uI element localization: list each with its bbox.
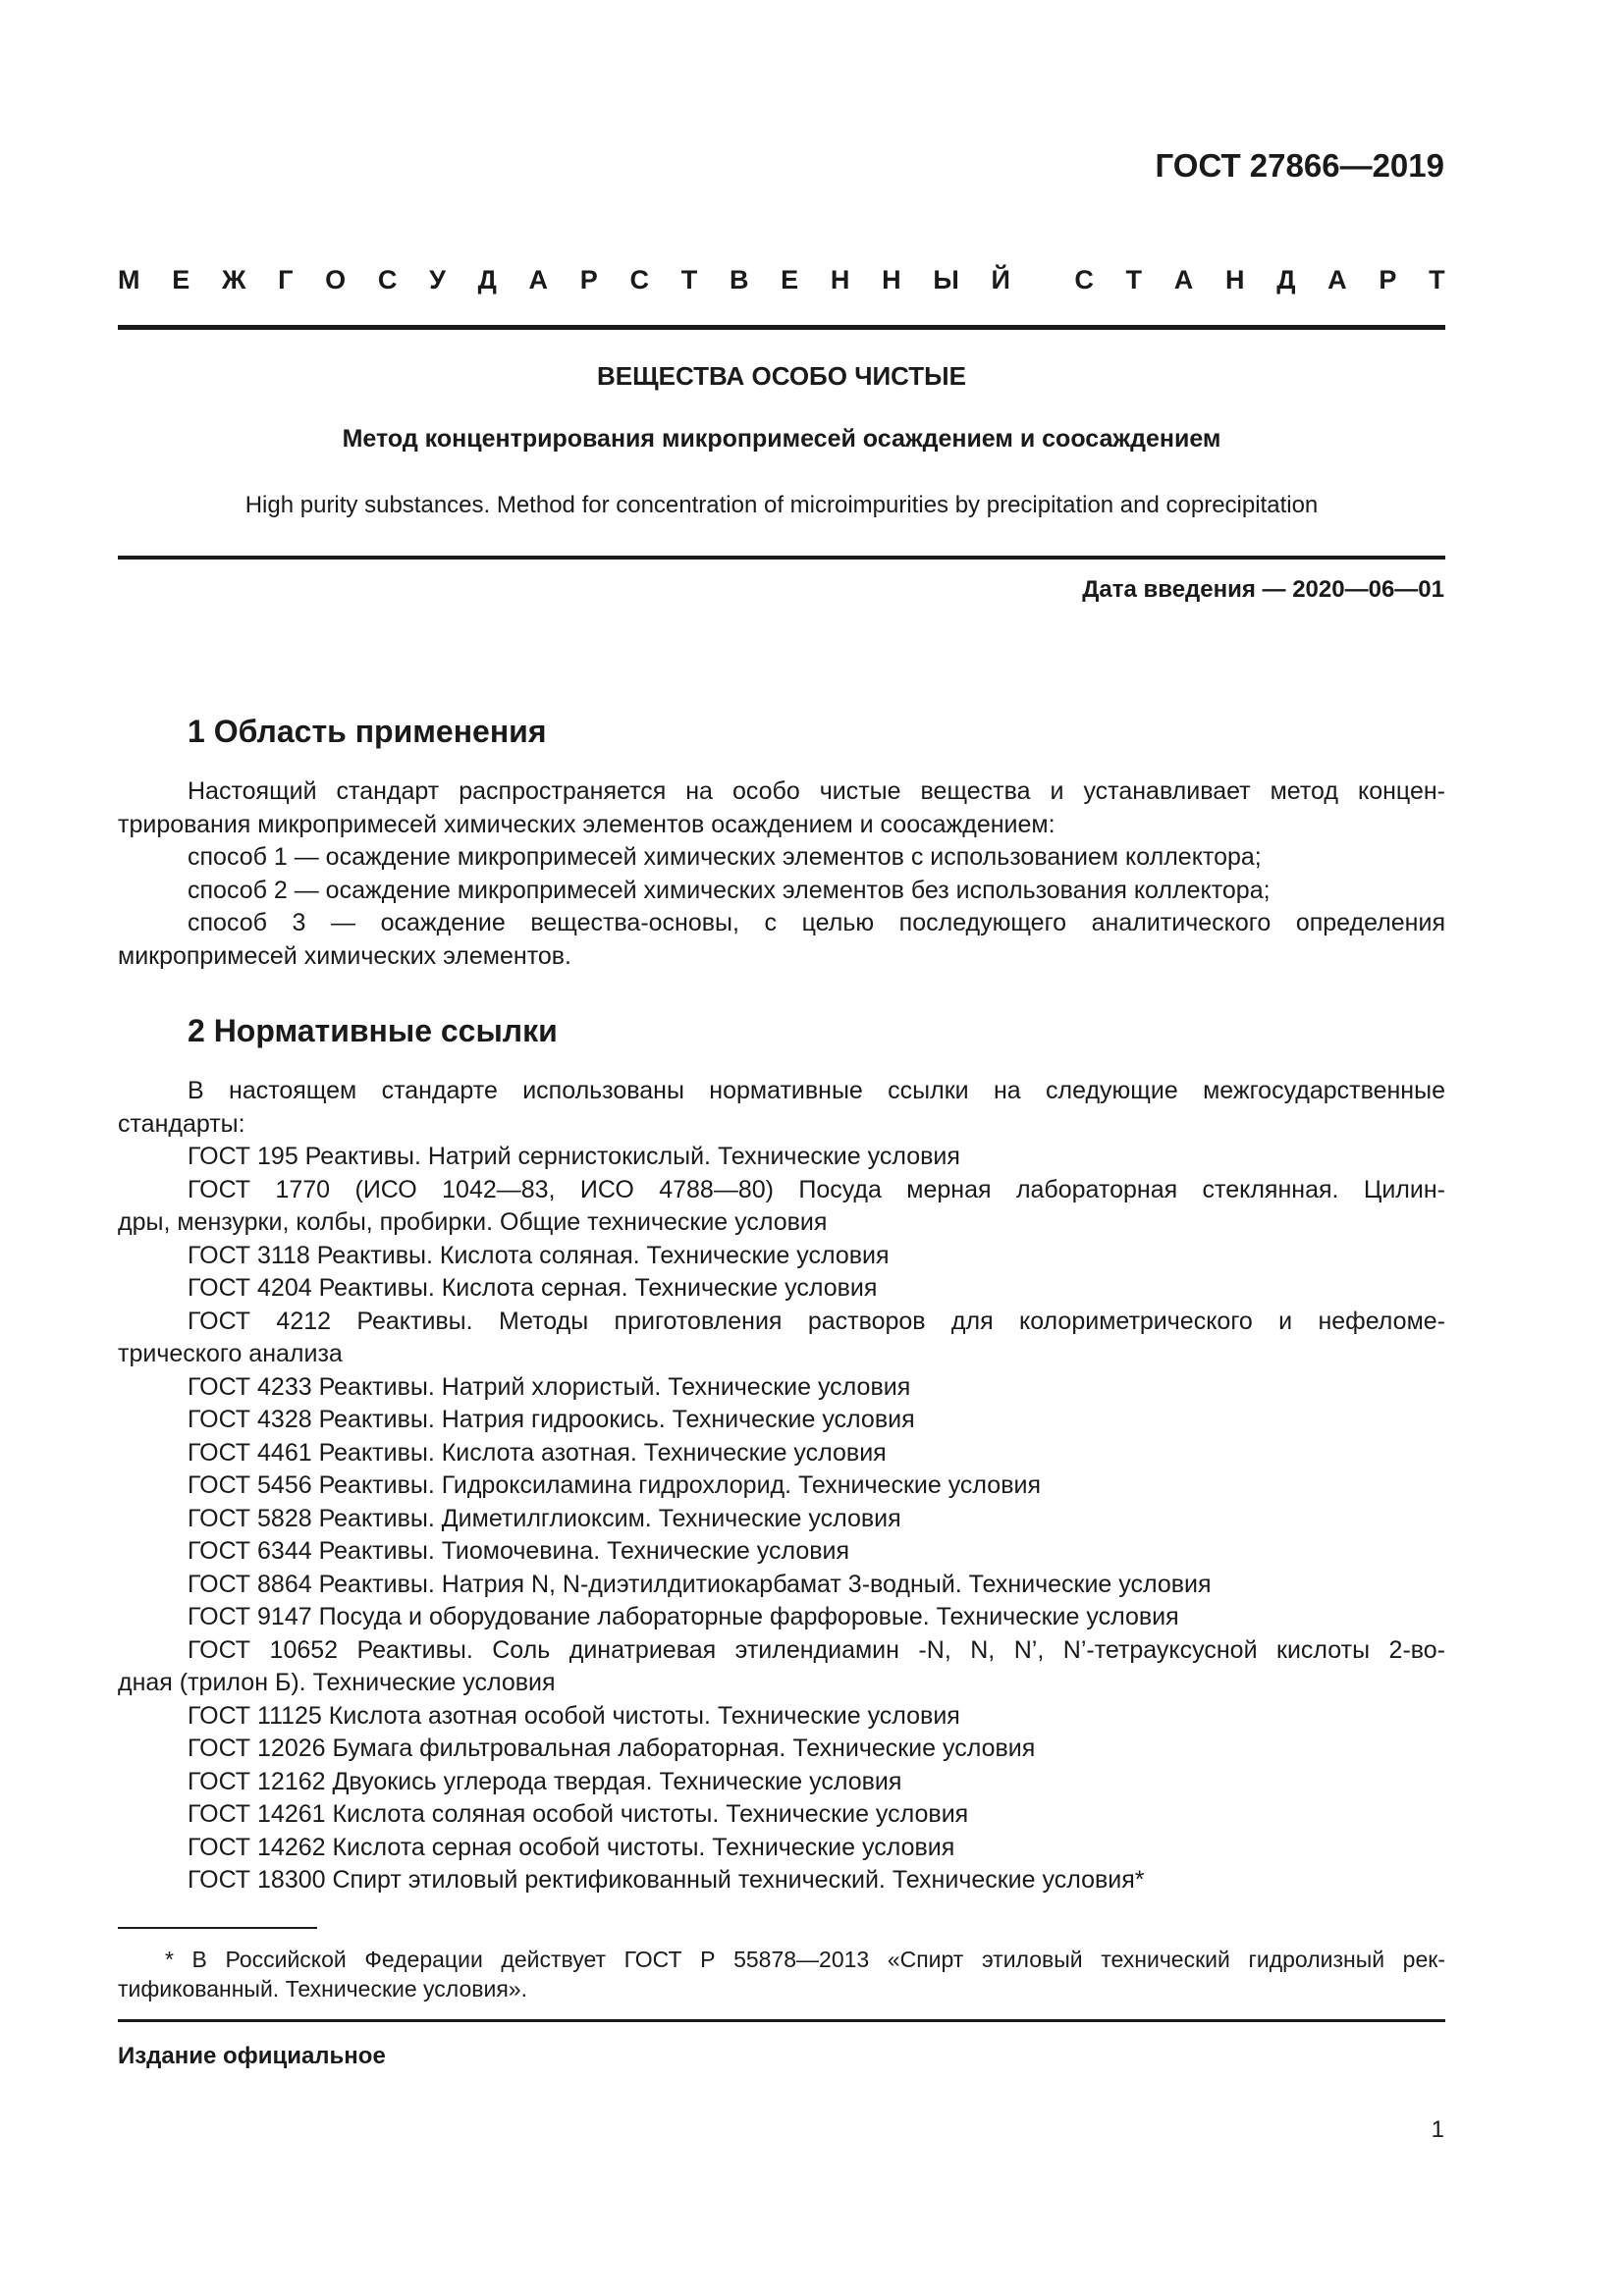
reference-line: ГОСТ 12026 Бумага фильтровальная лабораторная. Технические условия: [188, 1735, 1036, 1762]
reference-line: ГОСТ 14262 Кислота серная особой чистоты. Технические условия: [188, 1833, 955, 1861]
paragraph-line: способ 1 — осаждение микропримесей химических элементов с использованием коллектора;: [188, 843, 1262, 871]
banner-letter: Д: [1276, 265, 1296, 294]
header-divider: [118, 325, 1445, 330]
banner-letter: С: [629, 265, 649, 294]
paragraph-line: способ 2 — осаждение микропримесей химических элементов без использования коллектора;: [188, 876, 1271, 904]
banner-letter: С: [377, 265, 398, 294]
banner-letter: Н: [882, 265, 901, 294]
reference-line: ГОСТ 4204 Реактивы. Кислота серная. Технические условия: [188, 1274, 878, 1302]
reference-line: ГОСТ 5456 Реактивы. Гидроксиламина гидрохлорид. Технические условия: [188, 1471, 1041, 1499]
footer-divider: [118, 2019, 1445, 2022]
reference-line: ГОСТ 3118 Реактивы. Кислота соляная. Технические условия: [188, 1241, 890, 1269]
paragraph-line: стандарты:: [118, 1109, 245, 1138]
english-title: High purity substances. Method for concentration of microimpurities by precipitation and coprecipitation: [244, 492, 1319, 518]
banner-letter: А: [1173, 265, 1194, 294]
banner-letter: С: [1074, 265, 1094, 294]
reference-line: трического анализа: [118, 1340, 343, 1367]
reference-line: ГОСТ 4212 Реактивы. Методы приготовления растворов для колориметрического и нефеломе-: [188, 1307, 1445, 1335]
banner-letter: Е: [172, 265, 190, 294]
banner-letter: А: [528, 265, 549, 294]
page-number: 1: [1431, 2116, 1444, 2143]
banner-letter: Е: [781, 265, 799, 294]
banner-letter: О: [325, 265, 347, 294]
reference-line: дры, мензурки, колбы, пробирки. Общие технические условия: [118, 1208, 828, 1236]
reference-line: ГОСТ 1770 (ИСО 1042—83, ИСО 4788—80) Посуда мерная лабораторная стеклянная. Цилин-: [188, 1175, 1445, 1203]
reference-line: ГОСТ 18300 Спирт этиловый ректификованный технический. Технические условия*: [188, 1866, 1145, 1894]
banner-letter: Р: [579, 265, 598, 294]
interstate-standard-banner: [118, 265, 1445, 304]
paragraph-line: Настоящий стандарт распространяется на особо чистые вещества и устанавливает метод концен-: [188, 777, 1445, 805]
reference-line: ГОСТ 14261 Кислота соляная особой чистоты. Технические условия: [188, 1800, 969, 1828]
reference-line: ГОСТ 4233 Реактивы. Натрий хлористый. Технические условия: [188, 1372, 911, 1401]
banner-letter: М: [118, 265, 140, 294]
banner-letter: У: [429, 265, 446, 294]
reference-line: ГОСТ 4461 Реактивы. Кислота азотная. Технические условия: [188, 1438, 887, 1467]
banner-letter: Р: [1379, 265, 1397, 294]
banner-letter: Н: [1224, 265, 1245, 294]
banner-letter: В: [729, 265, 749, 294]
banner-letter: Н: [830, 265, 850, 294]
reference-line: ГОСТ 8864 Реактивы. Натрия N, N-диэтилдитиокарбамат 3-водный. Технические условия: [188, 1570, 1212, 1598]
banner-letter: А: [1327, 265, 1347, 294]
banner-letter: Т: [680, 265, 698, 294]
banner-letter: Ж: [221, 265, 246, 294]
reference-line: ГОСТ 4328 Реактивы. Натрия гидроокись. Технические условия: [188, 1406, 915, 1433]
document-subtitle: Метод концентрирования микропримесей осаждением и соосаждением: [342, 425, 1221, 453]
section-scope-body: [118, 775, 1445, 973]
introduction-date: Дата введения — 2020—06—01: [1082, 576, 1444, 603]
official-edition-label: Издание официальное: [118, 2043, 386, 2069]
section-heading-scope: 1 Область применения: [188, 714, 547, 749]
paragraph-line: В настоящем стандарте использованы нормативные ссылки на следующие межгосударственные: [188, 1077, 1445, 1104]
footnote-text: * В Российской Федерации действует ГОСТ Р 55878—2013 «Спирт этиловый технический гидролизный рек-тификованный. Технические условия».: [118, 1947, 1445, 2002]
section-heading-references: 2 Нормативные ссылки: [188, 1013, 558, 1048]
reference-line: дная (трилон Б). Технические условия: [118, 1669, 556, 1696]
section-references-body: [118, 1075, 1445, 1897]
reference-line: ГОСТ 6344 Реактивы. Тиомочевина. Технические условия: [188, 1537, 850, 1565]
reference-line: ГОСТ 12162 Двуокись углерода твердая. Технические условия: [188, 1767, 902, 1795]
banner-letter: Д: [477, 265, 497, 294]
banner-letter: Г: [278, 265, 294, 294]
paragraph-line: способ 3 — осаждение вещества-основы, с целью последующего аналитического определения: [188, 909, 1445, 936]
banner-letter: Т: [1429, 265, 1445, 294]
document-title: ВЕЩЕСТВА ОСОБО ЧИСТЫЕ: [597, 361, 966, 391]
footnote: [118, 1945, 1445, 2003]
reference-line: ГОСТ 11125 Кислота азотная особой чистоты. Технические условия: [188, 1701, 960, 1730]
banner-letter: Й: [991, 265, 1010, 294]
reference-line: ГОСТ 5828 Реактивы. Диметилглиоксим. Технические условия: [188, 1504, 901, 1532]
paragraph-line: трирования микропримесей химических элементов осаждением и соосаждением:: [118, 810, 1056, 838]
document-number: ГОСТ 27866—2019: [1155, 147, 1444, 184]
title-divider: [118, 556, 1445, 560]
banner-letter: Т: [1125, 265, 1143, 294]
banner-letter: Ы: [933, 265, 959, 294]
reference-line: ГОСТ 9147 Посуда и оборудование лабораторные фарфоровые. Технические условия: [188, 1603, 1179, 1630]
reference-line: ГОСТ 10652 Реактивы. Соль динатриевая этилендиамин -N, N, N’, N’-тетрауксусной кислоты 2-во-: [188, 1635, 1445, 1664]
footnote-separator: [118, 1927, 317, 1929]
reference-line: ГОСТ 195 Реактивы. Натрий сернистокислый. Технические условия: [188, 1143, 960, 1170]
paragraph-line: микропримесей химических элементов.: [118, 941, 571, 970]
